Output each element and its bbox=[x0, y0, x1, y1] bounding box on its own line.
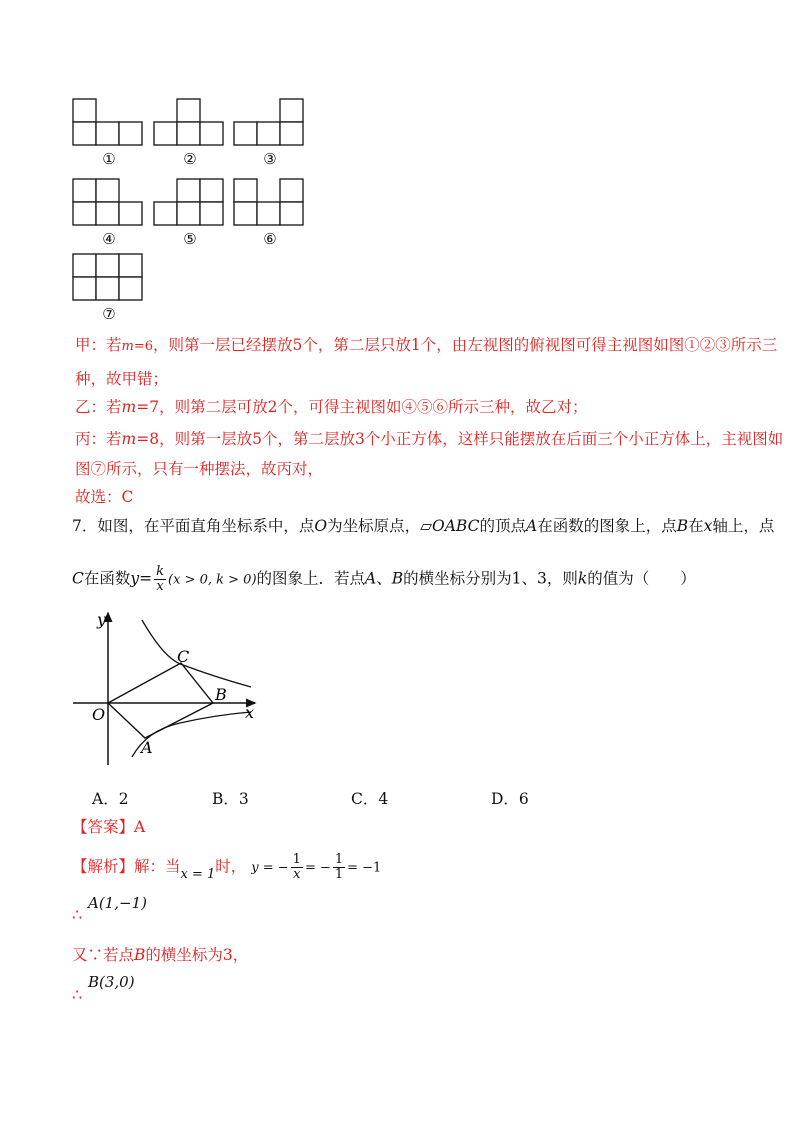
solution-jia-cont: 种，故甲错； bbox=[75, 370, 169, 388]
function-fraction: $\frac{k}{x}$ bbox=[156, 564, 165, 594]
y-axis-label: y bbox=[97, 610, 107, 629]
answer-label: 【答案】 bbox=[72, 818, 135, 836]
point-B-label: B bbox=[215, 685, 227, 704]
point-A-label: A bbox=[141, 738, 153, 757]
view-caption-4: ④ bbox=[102, 230, 116, 248]
view-caption-2: ② bbox=[183, 150, 197, 168]
solution-bing-line: 丙：若m=8，则第一层放5个，第二层放3个小正方体，这样只能摆放在后面三个小正方体上，主视图如 bbox=[75, 430, 784, 448]
answer-line bbox=[72, 816, 145, 838]
solution-yi-line: 乙：若m=7，则第二层可放2个，可得主视图如④⑤⑥所示三种，故乙对； bbox=[75, 398, 588, 416]
question7-line1: 7．如图，在平面直角坐标系中，点O为坐标原点，▱OABC的顶点A在函数的图象上，点B在x轴上，点 bbox=[72, 517, 775, 535]
x-axis-label: x bbox=[245, 703, 255, 722]
point-C-label: C bbox=[177, 647, 190, 666]
view-figure-3 bbox=[233, 98, 308, 146]
option-a[interactable]: A．2 bbox=[92, 790, 129, 808]
coordinate-graph bbox=[65, 605, 275, 775]
option-c[interactable]: C．4 bbox=[351, 790, 389, 808]
question7-line2: C在函数y= $\frac{k}{x}$ (x > 0, k > 0)的图象上．若点A、B的横坐标分别为1、3，则k的值为（ ） bbox=[72, 564, 696, 594]
origin-label: O bbox=[92, 705, 106, 724]
point-B-result: B(3,0) bbox=[88, 973, 135, 991]
therefore-symbol-1: ∴ bbox=[72, 905, 83, 924]
solution-bing-cont: 图⑦所示，只有一种摆法，故丙对， bbox=[75, 460, 324, 478]
view-caption-6: ⑥ bbox=[263, 230, 277, 248]
view-caption-7: ⑦ bbox=[102, 305, 116, 323]
view-figure-5 bbox=[153, 178, 228, 226]
view-figure-7 bbox=[72, 253, 147, 301]
upper-hyperbola bbox=[142, 620, 251, 687]
solution-jia-line: 甲：若m=6，则第一层已经摆放5个，第二层只放1个，由左视图的俯视图可得主视图如图①②③所示三 bbox=[75, 336, 778, 354]
view-figure-1 bbox=[72, 98, 147, 146]
option-d[interactable]: D．6 bbox=[491, 790, 529, 808]
answer-value: A bbox=[134, 818, 146, 836]
view-figure-2 bbox=[153, 98, 228, 146]
therefore-symbol-2: ∴ bbox=[72, 985, 83, 1004]
view-figure-6 bbox=[233, 178, 308, 226]
because-line: 又∵若点B的横坐标为3， bbox=[72, 946, 249, 964]
view-caption-5: ⑤ bbox=[183, 230, 197, 248]
point-A-result: A(1,−1) bbox=[88, 894, 147, 912]
view-caption-1: ① bbox=[102, 150, 116, 168]
view-figure-4 bbox=[72, 178, 147, 226]
option-b[interactable]: B．3 bbox=[212, 790, 249, 808]
parallelogram-OABC bbox=[108, 663, 213, 738]
solution-choice: 故选：C bbox=[75, 488, 134, 506]
view-caption-3: ③ bbox=[263, 150, 277, 168]
analysis-line: 【解析】解：当$_{x = 1}$时， y = − $\frac{1}{x}$ = − $\frac{1}{1}$ = −1 bbox=[72, 852, 382, 882]
